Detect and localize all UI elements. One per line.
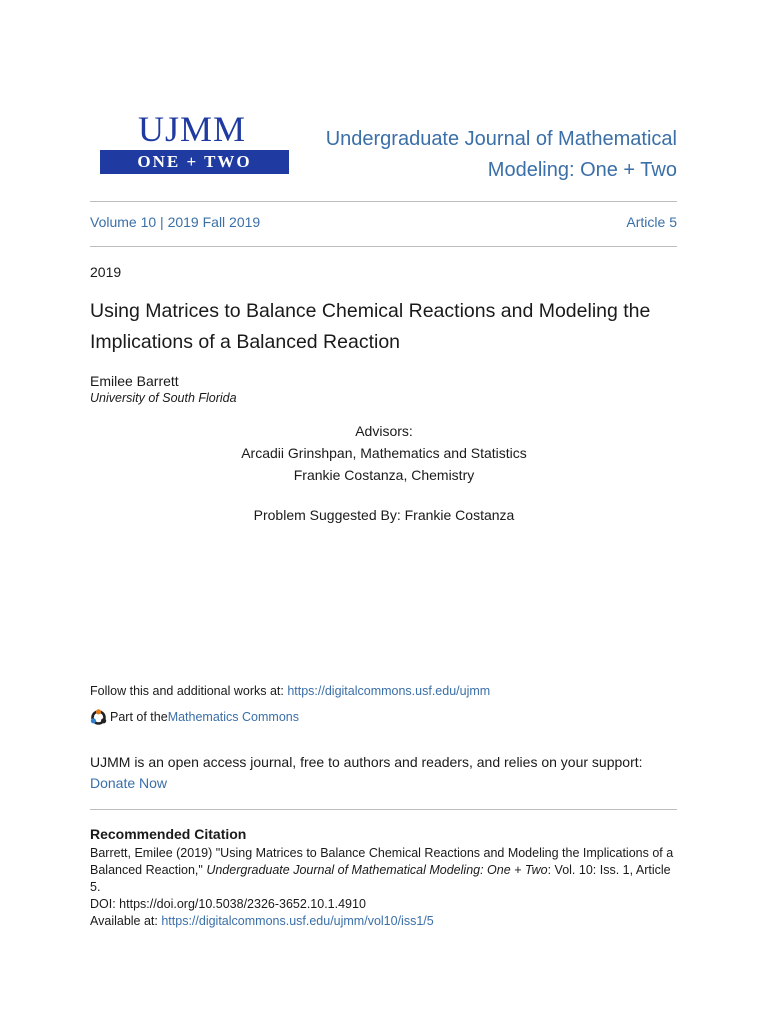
volume-link[interactable]: Volume 10 | 2019 Fall 2019 — [90, 214, 261, 230]
top-divider — [90, 201, 677, 202]
part-of-line — [90, 708, 299, 726]
advisor-1: Arcadii Grinshpan, Mathematics and Statistics — [241, 445, 527, 461]
support-text: UJMM is an open access journal, free to authors and readers, and relies on your support: — [90, 754, 643, 770]
article-url-link[interactable]: https://digitalcommons.usf.edu/ujmm/vol10/iss1/5 — [161, 914, 434, 928]
article-link[interactable]: Article 5 — [626, 214, 677, 230]
advisors-block — [0, 420, 768, 486]
citation-part2: : Vol. 10: Iss. 1, Article 5. — [90, 863, 671, 894]
ujmm-logo[interactable] — [88, 110, 296, 180]
commons-network-icon — [90, 709, 107, 726]
citation-part1: Barrett, Emilee (2019) "Using Matrices to Balance Chemical Reactions and Modeling the Implications of a Balanced Reaction," — [90, 846, 674, 877]
citation-journal: Undergraduate Journal of Mathematical Modeling: One + Two — [206, 863, 548, 877]
paper-title — [90, 296, 690, 358]
author-affiliation: University of South Florida — [90, 391, 237, 405]
citation-text — [90, 845, 680, 930]
advisors-heading: Advisors: — [355, 423, 413, 439]
paper-title-line2: Implications of a Balanced Reaction — [90, 331, 401, 353]
recommended-citation-heading: Recommended Citation — [90, 826, 247, 842]
citation-available — [90, 913, 680, 930]
mathematics-commons-link[interactable]: Mathematics Commons — [167, 710, 299, 724]
logo-one-two-bar: ONE + TWO — [100, 150, 289, 174]
follow-line — [90, 683, 490, 699]
issue-divider — [90, 246, 677, 247]
journal-title-line2: Modeling: One + Two — [487, 159, 677, 181]
available-label: Available at: — [90, 914, 162, 928]
part-of-text: Part of the — [110, 710, 168, 724]
publication-year: 2019 — [90, 264, 122, 280]
paper-title-line1: Using Matrices to Balance Chemical Reactions and Modeling the — [90, 300, 651, 322]
logo-ujmm-text: UJMM — [137, 109, 247, 149]
follow-text: Follow this and additional works at: — [90, 684, 288, 698]
journal-title-link[interactable] — [297, 124, 677, 186]
support-block — [90, 752, 643, 794]
journal-title-line1: Undergraduate Journal of Mathematical — [325, 128, 677, 150]
donate-now-link[interactable]: Donate Now — [90, 775, 168, 791]
citation-divider — [90, 809, 677, 810]
advisor-2: Frankie Costanza, Chemistry — [293, 467, 475, 483]
author-name: Emilee Barrett — [90, 373, 179, 389]
repository-link[interactable]: https://digitalcommons.usf.edu/ujmm — [287, 684, 491, 698]
problem-suggested: Problem Suggested By: Frankie Costanza — [253, 507, 515, 523]
citation-doi: DOI: https://doi.org/10.5038/2326-3652.10.1.4910 — [90, 897, 366, 911]
